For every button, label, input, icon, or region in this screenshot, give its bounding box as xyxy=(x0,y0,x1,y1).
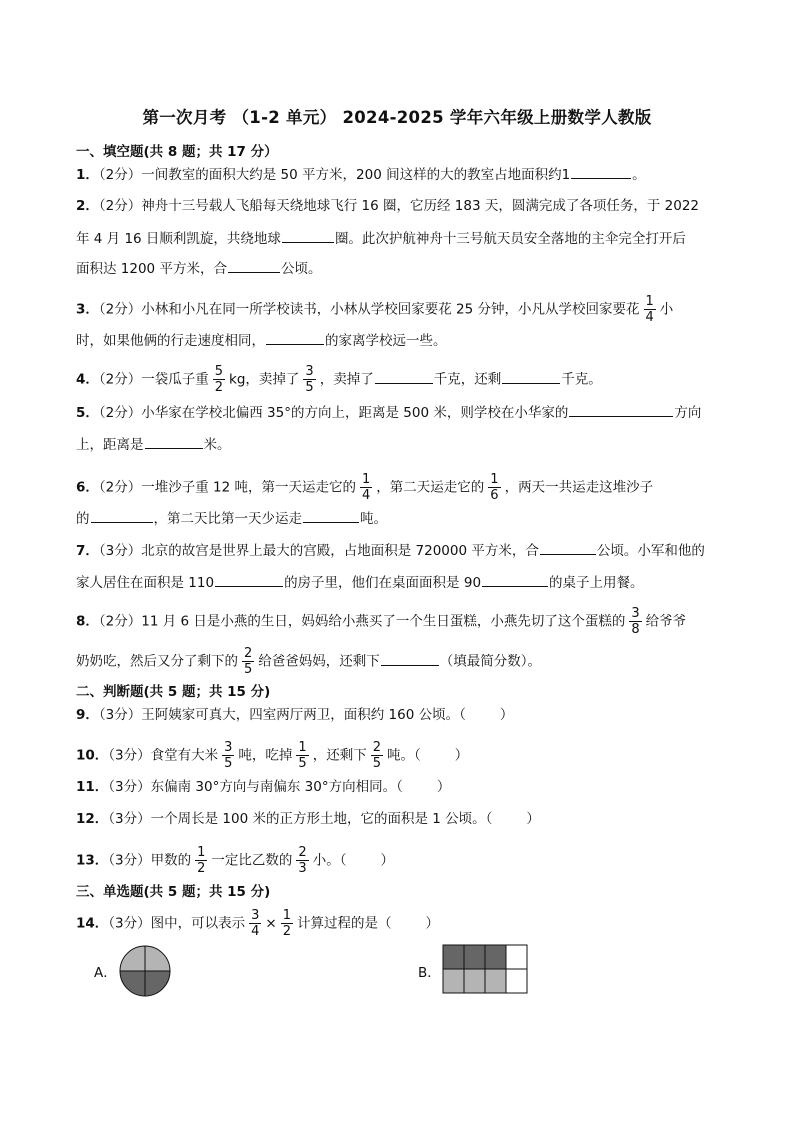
answer-blank[interactable] xyxy=(303,508,359,523)
grid-cell xyxy=(506,945,527,969)
question-text: 11 月 6 日是小燕的生日，妈妈给小燕买了一个生日蛋糕，小燕先切了这个蛋糕的 xyxy=(141,613,626,630)
question-8-line-2 xyxy=(76,646,756,677)
question-3 xyxy=(76,294,756,325)
question-text: 王阿姨家可真大，四室两厅两卫，面积约 160 公顷。（ xyxy=(141,707,466,723)
question-number: 6． xyxy=(76,479,99,496)
fraction: $\frac{2}{5}$ xyxy=(244,646,253,677)
answer-blank[interactable] xyxy=(482,572,548,587)
question-text: 千克，还剩 xyxy=(433,371,502,388)
circle-quarter-top-right xyxy=(145,946,170,971)
question-text: 小。（ xyxy=(312,852,347,869)
question-text: ） xyxy=(436,779,451,795)
question-text: 吨。（ xyxy=(386,747,421,764)
question-score: （2分） xyxy=(98,371,142,388)
question-2 xyxy=(76,196,756,216)
question-text: 公顷。 xyxy=(280,261,322,277)
question-text: 一间教室的面积大约是 50 平方米，200 间这样的大的教室占地面积约1 xyxy=(141,167,571,183)
fraction: $\frac{1}{4}$ xyxy=(645,294,654,325)
question-text: 米。 xyxy=(203,437,231,453)
question-4 xyxy=(76,364,756,395)
answer-blank[interactable] xyxy=(266,330,324,345)
question-score: （3分） xyxy=(108,915,151,932)
fraction: $\frac{5}{2}$ xyxy=(214,364,224,395)
question-score: （2分） xyxy=(98,301,142,318)
question-text: 甲数的 xyxy=(150,852,192,869)
question-text: ） xyxy=(526,811,540,827)
answer-blank[interactable] xyxy=(381,651,439,666)
question-number: 13． xyxy=(76,852,109,869)
question-score: （2分） xyxy=(98,613,142,630)
option-b-grid-figure[interactable] xyxy=(442,944,528,994)
question-2-line-3 xyxy=(76,258,756,279)
question-text: 的家离学校远一些。 xyxy=(325,333,447,349)
question-score: （3分） xyxy=(108,747,151,764)
answer-blank[interactable] xyxy=(282,228,334,243)
question-score: （3分） xyxy=(108,852,151,869)
question-7 xyxy=(76,540,756,561)
question-text: 奶奶吃，然后又分了剩下的 xyxy=(76,653,238,670)
fraction: $\frac{1}{2}$ xyxy=(282,908,292,939)
question-text: 神舟十三号载人飞船每天绕地球飞行 16 圈，它历经 183 天，圆满完成了各项任务，于 2022 xyxy=(141,198,700,214)
answer-blank[interactable] xyxy=(502,369,560,384)
question-text: ，第二天运走它的 xyxy=(376,479,485,496)
question-text: 食堂有大米 xyxy=(150,747,219,764)
question-text: ） xyxy=(425,915,440,932)
question-5 xyxy=(76,402,756,423)
question-text: （填最简分数）。 xyxy=(439,653,542,670)
answer-blank[interactable] xyxy=(375,369,433,384)
question-text: ，卖掉了 xyxy=(319,371,374,388)
question-text: 吨。 xyxy=(360,511,387,527)
fraction: $\frac{3}{4}$ xyxy=(251,908,260,939)
question-number: 4． xyxy=(76,371,99,388)
question-number: 11． xyxy=(76,779,109,795)
answer-blank[interactable] xyxy=(145,434,203,449)
grid-cell xyxy=(443,945,464,969)
option-a-circle-figure[interactable] xyxy=(118,944,172,998)
question-text: 北京的故宫是世界上最大的宫殿，占地面积是 720000 平方米，合 xyxy=(141,543,539,559)
question-13 xyxy=(76,845,756,876)
question-score: （3分） xyxy=(108,811,151,827)
answer-blank[interactable] xyxy=(571,164,631,179)
question-number: 1． xyxy=(76,167,99,183)
fraction: $\frac{2}{5}$ xyxy=(372,740,381,771)
page-title: 第一次月考 （1-2 单元） 2024-2025 学年六年级上册数学人教版 xyxy=(142,108,652,127)
question-8 xyxy=(76,606,756,637)
question-text: 时，如果他俩的行走速度相同， xyxy=(76,333,265,349)
fraction: $\frac{3}{5}$ xyxy=(224,740,233,771)
circle-quarter-bottom-right xyxy=(145,971,170,996)
question-text: 的房子里，他们在桌面面积是 90 xyxy=(284,575,482,591)
question-text: 一袋瓜子重 xyxy=(141,371,209,388)
question-text: 圈。此次护航神舟十三号航天员安全落地的主伞完全打开后 xyxy=(334,231,686,247)
question-text: ） xyxy=(380,852,394,869)
question-text: 计算过程的是（ xyxy=(297,915,392,932)
question-text: 的 xyxy=(76,511,90,527)
question-text: 一个周长是 100 米的正方形土地，它的面积是 1 公顷。（ xyxy=(150,811,493,827)
fraction: $\frac{3}{8}$ xyxy=(631,606,640,637)
question-text: 的桌子上用餐。 xyxy=(549,575,644,591)
grid-cell xyxy=(464,945,485,969)
question-text: 。 xyxy=(632,167,646,183)
question-1 xyxy=(76,164,756,185)
question-score: （3分） xyxy=(98,707,142,723)
question-number: 2． xyxy=(76,198,99,214)
question-12 xyxy=(76,809,756,829)
question-2-line-2 xyxy=(76,228,756,249)
question-text: 吨，吃掉 xyxy=(238,747,293,764)
circle-quarter-bottom-left xyxy=(120,971,145,996)
question-number: 7． xyxy=(76,543,99,559)
section-true-false: 二、判断题(共 5 题；共 15 分) xyxy=(76,684,271,700)
question-6-line-2 xyxy=(76,508,756,529)
fraction: $\frac{2}{3}$ xyxy=(298,845,307,876)
question-score: （2分） xyxy=(98,198,142,214)
question-14 xyxy=(76,908,756,939)
question-7-line-2 xyxy=(76,572,756,593)
question-score: （2分） xyxy=(98,167,142,183)
question-text: ，还剩下 xyxy=(312,747,367,764)
question-number: 10． xyxy=(76,747,109,764)
question-text: ） xyxy=(499,707,514,723)
question-number: 8． xyxy=(76,613,99,630)
question-text: 年 4 月 16 日顺利凯旋，共绕地球 xyxy=(76,231,281,247)
fraction: $\frac{1}{6}$ xyxy=(490,472,499,503)
question-text: 给爷爷 xyxy=(645,613,687,630)
grid-cell xyxy=(485,969,506,993)
question-text: 公顷。小军和他的 xyxy=(596,543,705,559)
multiply-sign: × xyxy=(265,915,277,932)
question-text: kg，卖掉了 xyxy=(229,371,300,388)
question-text: ，两天一共运走这堆沙子 xyxy=(504,479,654,496)
question-3-line-2 xyxy=(76,330,756,351)
option-a-label[interactable]: A． xyxy=(94,965,117,981)
option-b-label[interactable]: B． xyxy=(418,965,441,981)
section-fill-in: 一、填空题(共 8 题；共 17 分） xyxy=(76,144,278,160)
question-text: 给爸爸妈妈，还剩下 xyxy=(258,653,380,670)
question-number: 12． xyxy=(76,811,109,827)
fraction: $\frac{1}{5}$ xyxy=(298,740,307,771)
question-number: 5． xyxy=(76,405,99,421)
question-5-line-2 xyxy=(76,434,756,455)
question-text: 一定比乙数的 xyxy=(211,852,293,869)
question-text: 小华家在学校北偏西 35°的方向上，距离是 500 米，则学校在小华家的 xyxy=(141,405,569,421)
circle-quarter-top-left xyxy=(120,946,145,971)
question-text: 上，距离是 xyxy=(76,437,144,453)
section-single-choice: 三、单选题(共 5 题；共 15 分) xyxy=(76,884,271,900)
question-text: 千克。 xyxy=(561,371,602,388)
answer-blank[interactable] xyxy=(569,402,673,417)
answer-blank[interactable] xyxy=(228,258,280,273)
question-text: 东偏南 30°方向与南偏东 30°方向相同。（ xyxy=(150,779,403,795)
question-text: 小 xyxy=(659,301,674,318)
question-text: ） xyxy=(454,747,469,764)
grid-cell xyxy=(464,969,485,993)
grid-cell xyxy=(485,945,506,969)
question-10 xyxy=(76,740,756,771)
question-6 xyxy=(76,472,756,503)
answer-blank[interactable] xyxy=(540,540,596,555)
question-text: 方向 xyxy=(674,405,702,421)
answer-blank[interactable] xyxy=(215,572,283,587)
question-text: 小林和小凡在同一所学校读书，小林从学校回家要花 25 分钟，小凡从学校回家要花 xyxy=(141,301,640,318)
question-number: 3． xyxy=(76,301,99,318)
question-text: 一堆沙子重 12 吨，第一天运走它的 xyxy=(141,479,357,496)
question-text: 家人居住在面积是 110 xyxy=(76,575,215,591)
question-number: 9． xyxy=(76,707,99,723)
grid-cell xyxy=(443,969,464,993)
fraction: $\frac{1}{4}$ xyxy=(362,472,371,503)
fraction: $\frac{3}{5}$ xyxy=(305,364,314,395)
question-11 xyxy=(76,777,756,797)
question-score: （3分） xyxy=(98,543,142,559)
answer-blank[interactable] xyxy=(91,508,153,523)
question-score: （2分） xyxy=(98,405,142,421)
question-9 xyxy=(76,705,756,725)
grid-cell xyxy=(506,969,527,993)
question-text: 面积达 1200 平方米，合 xyxy=(76,261,227,277)
question-score: （3分） xyxy=(108,779,151,795)
question-score: （2分） xyxy=(98,479,142,496)
fraction: $\frac{1}{2}$ xyxy=(197,845,206,876)
question-text: 图中，可以表示 xyxy=(150,915,246,932)
question-number: 14． xyxy=(76,915,109,932)
question-text: ，第二天比第一天少运走 xyxy=(153,511,302,527)
